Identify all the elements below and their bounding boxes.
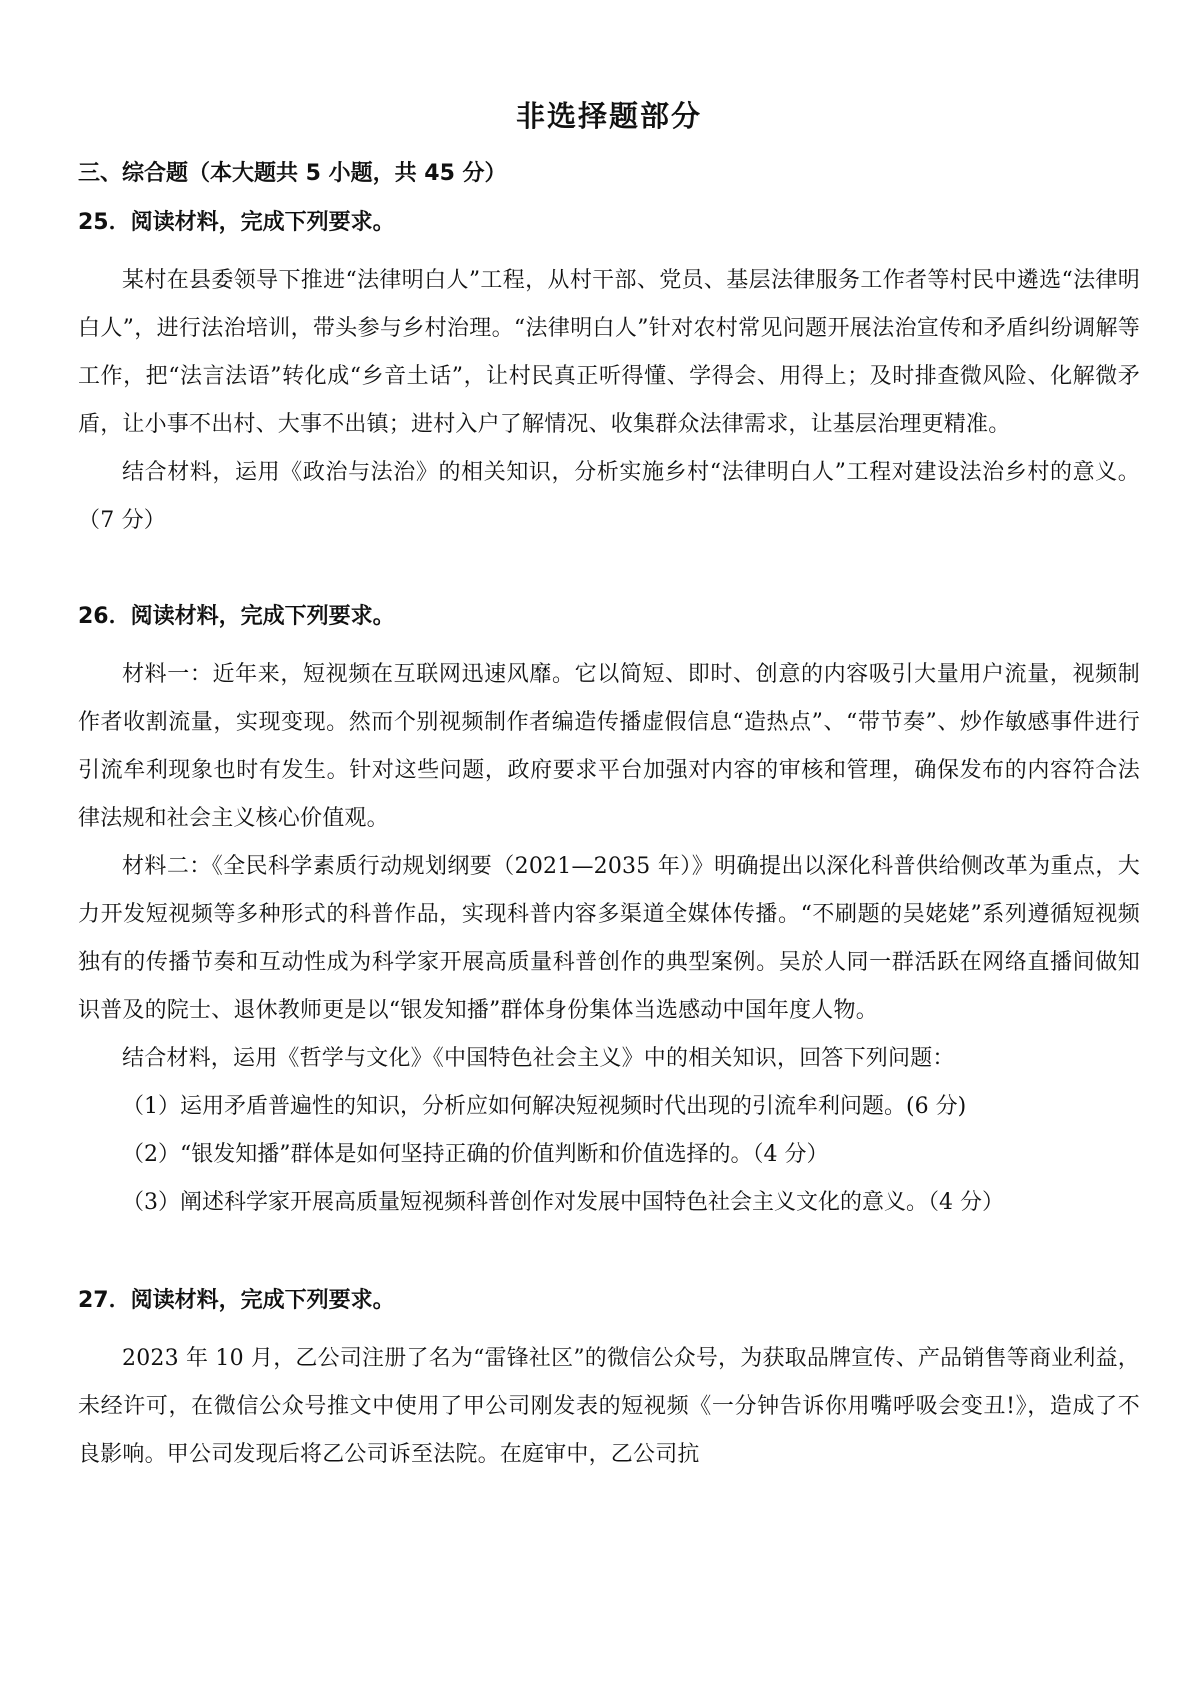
question-25 — [78, 209, 1140, 545]
question-prompt: 结合材料，运用《哲学与文化》《中国特色社会主义》中的相关知识，回答下列问题： — [122, 1046, 955, 1071]
question-heading: 26．阅读材料，完成下列要求。 — [78, 604, 395, 629]
spacer — [78, 545, 1140, 603]
page-title: 非选择题部分 — [515, 99, 702, 133]
question-prompt: 结合材料，运用《政治与法治》的相关知识，分析实施乡村“法律明白人”工程对建设法治乡村的意义。（7 分） — [78, 460, 1140, 533]
question-heading: 27．阅读材料，完成下列要求。 — [78, 1288, 395, 1313]
sub-question-1: （1）运用矛盾普遍性的知识，分析应如何解决短视频时代出现的引流牟利问题。(6 分) — [122, 1094, 967, 1119]
question-27 — [78, 1287, 1140, 1479]
question-heading: 25．阅读材料，完成下列要求。 — [78, 210, 395, 235]
section-heading: 三、综合题（本大题共 5 小题，共 45 分） — [78, 161, 507, 186]
sub-question-2: （2）“银发知播”群体是如何坚持正确的价值判断和价值选择的。（4 分） — [122, 1142, 829, 1167]
question-26 — [78, 603, 1140, 1227]
material-two-paragraph: 材料二：《全民科学素质行动规划纲要（2021—2035 年）》明确提出以深化科普供给侧改革为重点，大力开发短视频等多种形式的科普作品，实现科普内容多渠道全媒体传播。“不刷题的吴姥姥”系列遵循短视频独有的传播节奏和互动性成为科学家开展高质量科普创作的典型案例。吴於人同一群活跃在网络直播间做知识普及的院士、退休教师更是以“银发知播”群体身份集体当选感动中国年度人物。 — [78, 854, 1140, 1023]
material-paragraph: 某村在县委领导下推进“法律明白人”工程，从村干部、党员、基层法律服务工作者等村民中遴选“法律明白人”，进行法治培训，带头参与乡村治理。“法律明白人”针对农村常见问题开展法治宣传和矛盾纠纷调解等工作，把“法言法语”转化成“乡音土话”，让村民真正听得懂、学得会、用得上；及时排查微风险、化解微矛盾，让小事不出村、大事不出镇；进村入户了解情况、收集群众法律需求，让基层治理更精准。 — [78, 268, 1140, 437]
material-one-paragraph: 材料一：近年来，短视频在互联网迅速风靡。它以简短、即时、创意的内容吸引大量用户流量，视频制作者收割流量，实现变现。然而个别视频制作者编造传播虚假信息“造热点”、“带节奏”、炒作敏感事件进行引流牟利现象也时有发生。针对这些问题，政府要求平台加强对内容的审核和管理，确保发布的内容符合法律法规和社会主义核心价值观。 — [78, 662, 1140, 831]
spacer — [78, 1227, 1140, 1287]
sub-question-3: （3）阐述科学家开展高质量短视频科普创作对发展中国特色社会主义文化的意义。（4 分） — [122, 1190, 1004, 1215]
material-paragraph: 2023 年 10 月，乙公司注册了名为“雷锋社区”的微信公众号，为获取品牌宣传、产品销售等商业利益，未经许可，在微信公众号推文中使用了甲公司刚发表的短视频《一分钟告诉你用嘴呼吸会变丑!》，造成了不良影响。甲公司发现后将乙公司诉至法院。在庭审中，乙公司抗 — [78, 1346, 1140, 1467]
